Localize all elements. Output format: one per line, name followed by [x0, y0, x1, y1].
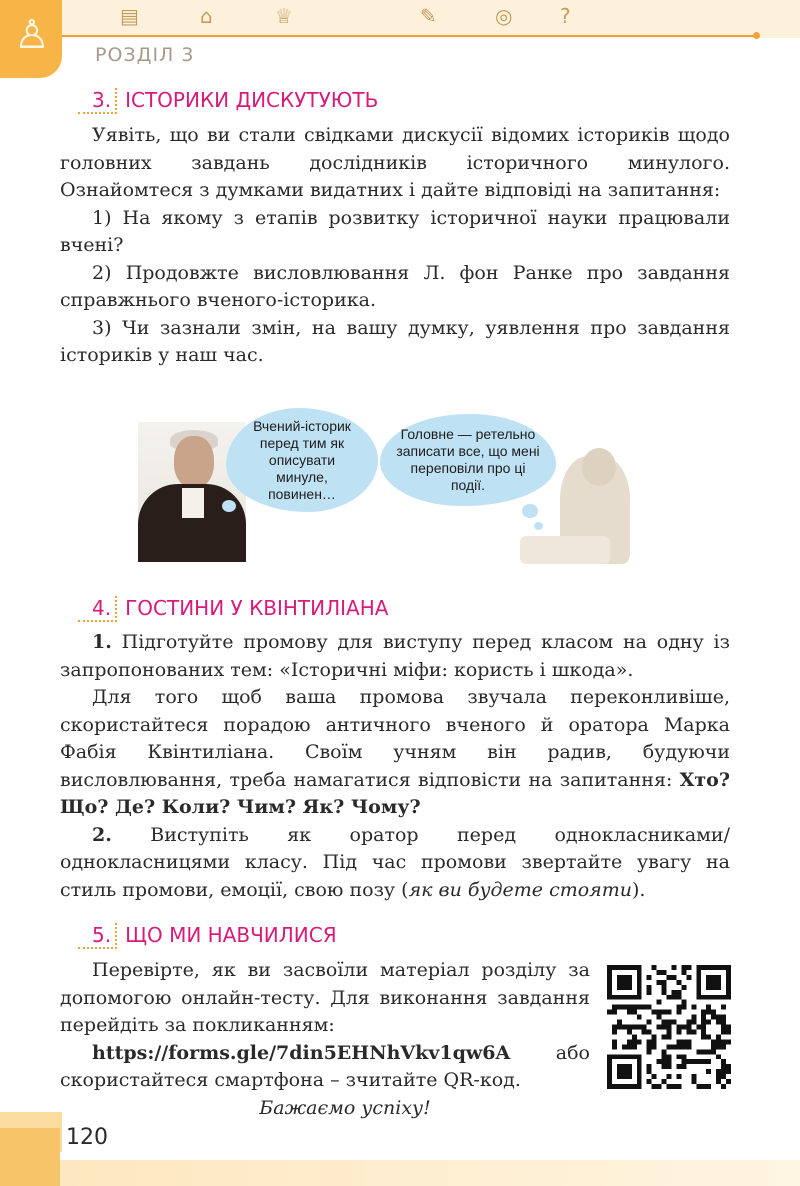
- section-label: РОЗДІЛ 3: [95, 44, 195, 66]
- section-4-text: [60, 629, 730, 904]
- top-divider-line: [60, 35, 755, 37]
- temple-icon: ⌂: [200, 4, 213, 28]
- advice-questions: Хто? Що? Де? Коли? Чим? Як? Чому?: [60, 768, 730, 818]
- chronicler-statue: [520, 448, 650, 570]
- task-2: 2. Виступіть як оратор перед однокласниками/однокласницями класу. Під час промови звертайте увагу на стиль промови, емоції, свою позу (як ви будете стояти).: [60, 823, 730, 901]
- question-2: 2) Продовжте висловлювання Л. фон Ранке про завдання справжнього вченого-історика.: [60, 261, 730, 311]
- historians-illustration: [130, 408, 650, 570]
- quiz-link[interactable]: https://forms.gle/7din5EHNhVkv1qw6A: [92, 1041, 511, 1064]
- quiz-instructions: Перевірте, як ви засвоїли матеріал розділу за допомогою онлайн-тесту. Для виконання завдання перейдіть за покликанням:: [60, 959, 590, 1036]
- thought-bubble-ranke: [226, 408, 378, 512]
- top-divider-dot: [753, 32, 760, 39]
- section-5-title: ЩО МИ НАВЧИЛИСЯ: [125, 923, 337, 947]
- top-decorative-band: [0, 0, 800, 38]
- quintilian-advice: Для того щоб ваша промова звучала переконливіше, скористайтеся порадою античного вченого й оратора Марка Фабія Квінтиліана. Своїм учням він радив, будуючи висловлювання, треба намагатися відповісти на запитання: Хто? Що? Де? Коли? Чим? Як? Чому?: [60, 686, 730, 818]
- bubble-chronicler-text: Головне — ретельно записати все, що мені переповіли про ці події.: [396, 426, 540, 493]
- globe-icon: ◎: [495, 4, 513, 28]
- page-number: 120: [66, 1125, 108, 1150]
- crown-icon: ♕: [275, 4, 293, 28]
- section-4-heading: [78, 596, 388, 622]
- quiz-link-paragraph: https://forms.gle/7din5EHNhVkv1qw6A або скористайтеся смартфона – зчитайте QR-код.: [60, 1041, 590, 1091]
- book-icon: ▤: [120, 4, 139, 28]
- ranke-portrait: [138, 422, 246, 562]
- traveler-icon: ♙: [14, 12, 50, 58]
- section-3-title: ІСТОРИКИ ДИСКУТУЮТЬ: [125, 88, 379, 112]
- question-1: 1) На якому з етапів розвитку історичної науки працювали вчені?: [60, 206, 730, 256]
- question-icon: ?: [560, 4, 571, 28]
- section-3-heading: [78, 88, 378, 114]
- bubble-ranke-text: Вчений-історик перед тим як описувати минуле, повинен…: [253, 417, 351, 502]
- corner-tab: [0, 0, 62, 78]
- task-1: 1. Підготуйте промову для виступу перед класом на одну із запропонованих тем: «Історичні міфи: користь і шкода».: [60, 631, 730, 681]
- section-5-number: 5.: [78, 923, 117, 949]
- section-3-text: [60, 122, 730, 370]
- bottom-left-strip: [0, 1128, 60, 1186]
- qr-code[interactable]: [607, 965, 731, 1089]
- section-4-title: ГОСТИНИ У КВІНТИЛІАНА: [125, 596, 389, 620]
- section-4-number: 4.: [78, 596, 117, 622]
- question-3: 3) Чи зазнали змін, на вашу думку, уявлення про завдання істориків у наш час.: [60, 316, 730, 366]
- section-3-number: 3.: [78, 88, 117, 114]
- section-5-heading: [78, 923, 337, 949]
- section-3-intro: Уявіть, що ви стали свідками дискусії відомих істориків щодо головних завдань дослідників історичного минулого. Ознайомтеся з думками видатних і дайте відповіді на запитання:: [60, 124, 730, 201]
- bottom-decorative-band: [60, 1160, 800, 1186]
- scroll-icon: ✎: [420, 4, 437, 28]
- section-5-text: [60, 957, 590, 1122]
- good-luck-text: Бажаємо успіху!: [259, 1096, 431, 1119]
